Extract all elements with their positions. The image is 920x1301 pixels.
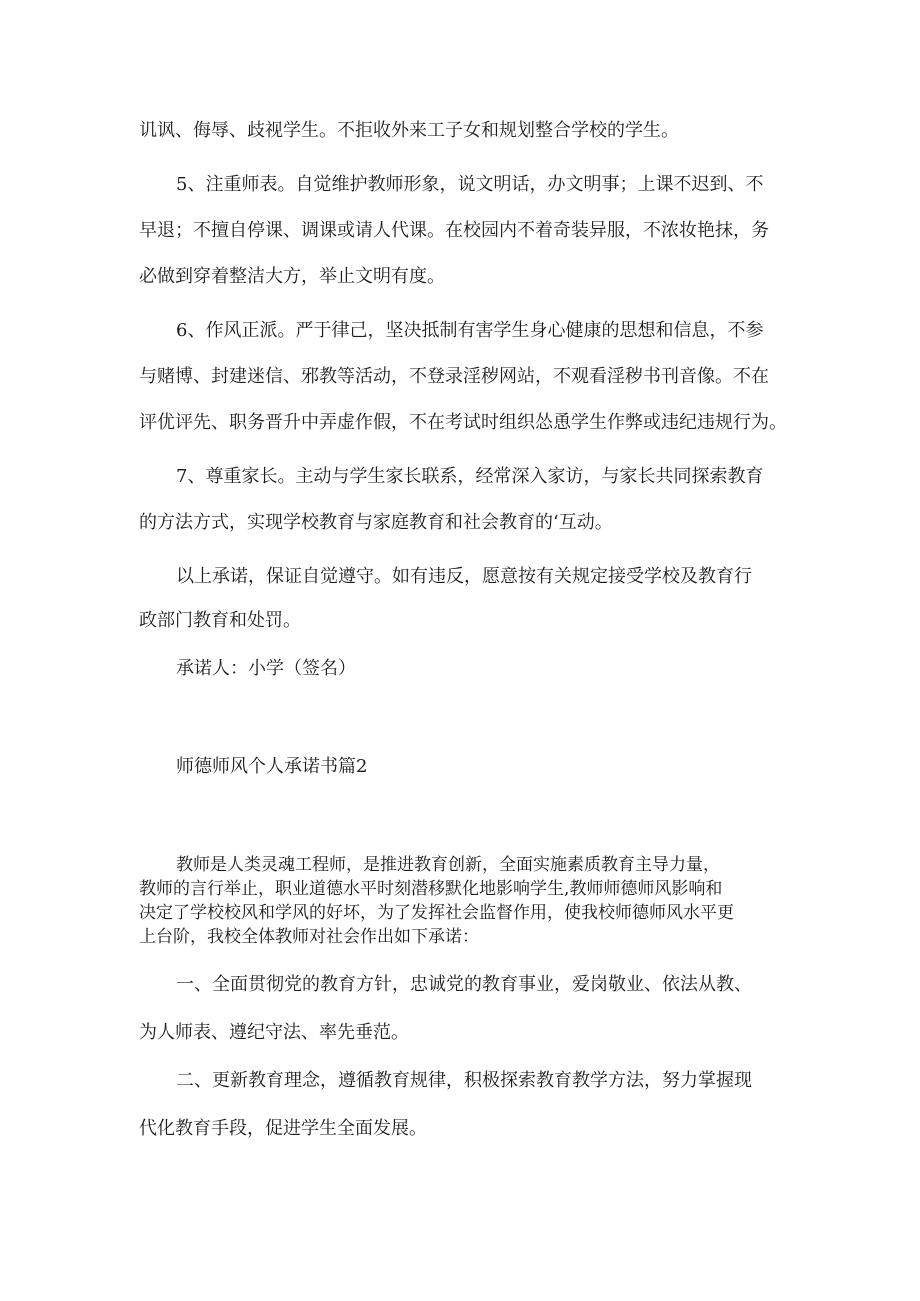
paragraph-line: 早退；不擅自停课、调课或请人代课。在校园内不着奇装异服，不浓妆艳抹，务 — [139, 220, 769, 241]
paragraph-line: 二、更新教育理念，遵循教育规律，积极探索教育教学方法，努力掌握现 — [176, 1070, 752, 1091]
signature-line: 承诺人：小学（签名） — [176, 658, 356, 679]
paragraph-line: 政部门教育和处罚。 — [139, 610, 301, 631]
intro-line: 教师的言行举止，职业道德水平时刻潜移默化地影响学生,教师师德师风影响和 — [139, 879, 723, 899]
paragraph-line: 必做到穿着整洁大方，举止文明有度。 — [139, 266, 445, 287]
intro-line: 决定了学校校风和学风的好坏，为了发挥社会监督作用，使我校师德师风水平更 — [139, 903, 734, 923]
paragraph-line: 以上承诺，保证自觉遵守。如有违反，愿意按有关规定接受学校及教育行 — [176, 566, 752, 587]
paragraph-line: 一、全面贯彻党的教育方针，忠诚党的教育事业，爱岗敬业、依法从教、 — [176, 974, 752, 995]
paragraph-line: 7、尊重家长。主动与学生家长联系，经常深入家访，与家长共同探索教育 — [176, 466, 764, 487]
paragraph-line: 评优评先、职务晋升中弄虚作假，不在考试时组织怂恿学生作弊或违纪违规行为。 — [139, 412, 787, 433]
intro-line: 上台阶，我校全体教师对社会作出如下承诺： — [139, 927, 479, 947]
section-title: 师德师风个人承诺书篇2 — [176, 756, 368, 777]
paragraph-line: 6、作风正派。严于律己，坚决抵制有害学生身心健康的思想和信息，不参 — [176, 320, 764, 341]
paragraph-line: 与赌博、封建迷信、邪教等活动，不登录淫秽网站，不观看淫秽书刊音像。不在 — [139, 366, 769, 387]
paragraph-line: 5、注重师表。自觉维护教师形象，说文明话，办文明事；上课不迟到、不 — [176, 174, 764, 195]
paragraph-line: 为人师表、遵纪守法、率先垂范。 — [139, 1022, 409, 1043]
paragraph-line: 讥讽、侮辱、歧视学生。不拒收外来工子女和规划整合学校的学生。 — [139, 120, 679, 141]
paragraph-line: 代化教育手段，促进学生全面发展。 — [139, 1118, 427, 1139]
paragraph-line: 的方法方式，实现学校教育与家庭教育和社会教育的‘互动。 — [139, 512, 613, 533]
intro-line: 教师是人类灵魂工程师，是推进教育创新，全面实施素质教育主导力量， — [176, 855, 720, 875]
